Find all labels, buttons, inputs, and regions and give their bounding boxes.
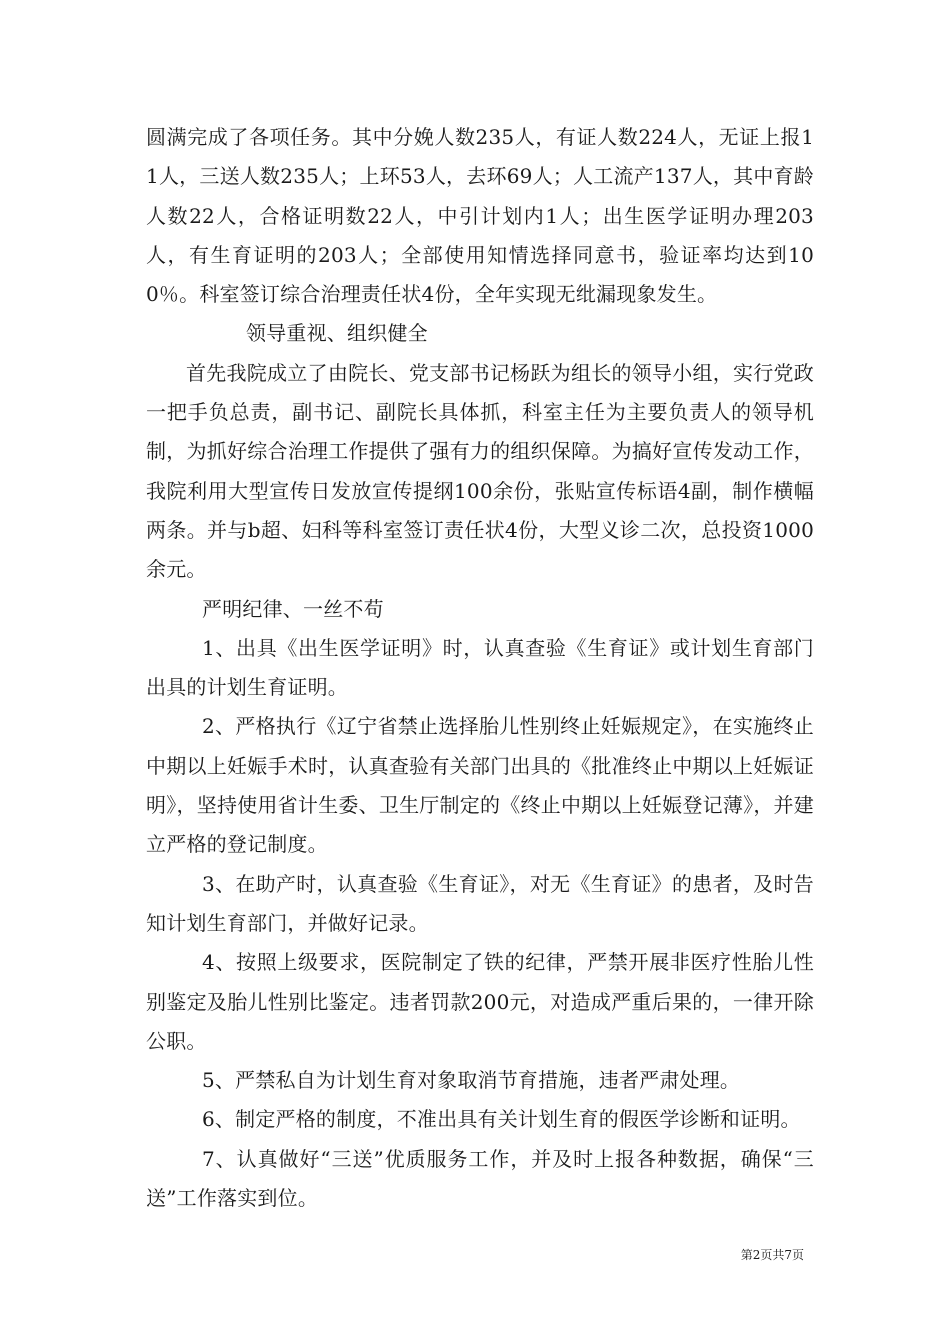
list-item-5: 5、严禁私自为计划生育对象取消节育措施，违者严肃处理。 <box>202 1068 741 1093</box>
page-number: 第2页共7页 <box>740 1248 804 1262</box>
list-item-6: 6、制定严格的制度，不准出具有关计划生育的假医学诊断和证明。 <box>202 1107 801 1132</box>
list-item-4: 4、按照上级要求，医院制定了铁的纪律，严禁开展非医疗性胎儿性别鉴定及胎儿性别比鉴定。违者罚款200元，对造成严重后果的，一律开除公职。 <box>146 950 814 1053</box>
paragraph-summary: 圆满完成了各项任务。其中分娩人数235人，有证人数224人，无证上报11人，三送人数235人；上环53人，去环69人；人工流产137人，其中育龄人数22人，合格证明数22人，中引计划内1人；出生医学证明办理203人，有生育证明的203人；全部使用知情选择同意书，验证率均达到100％。科室签订综合治理责任状4份，全年实现无纰漏现象发生。 <box>146 125 814 307</box>
list-item-7: 7、认真做好“三送”优质服务工作，并及时上报各种数据，确保“三送”工作落实到位。 <box>146 1146 814 1211</box>
list-item-3: 3、在助产时，认真查验《生育证》，对无《生育证》的患者，及时告知计划生育部门，并做好记录。 <box>146 871 814 935</box>
document-body <box>146 118 814 1218</box>
list-item-1: 1、出具《出生医学证明》时，认真查验《生育证》或计划生育部门出具的计划生育证明。 <box>146 635 814 700</box>
section-heading-leadership: 领导重视、组织健全 <box>246 321 428 346</box>
section-heading-discipline: 严明纪律、一丝不苟 <box>202 596 384 621</box>
list-item-2: 2、严格执行《辽宁省禁止选择胎儿性别终止妊娠规定》，在实施终止中期以上妊娠手术时，认真查验有关部门出具的《批准终止中期以上妊娠证明》，坚持使用省计生委、卫生厅制定的《终止中期以上妊娠登记薄》，并建立严格的登记制度。 <box>146 714 814 857</box>
paragraph-leadership: 首先我院成立了由院长、党支部书记杨跃为组长的领导小组，实行党政一把手负总责，副书记、副院长具体抓，科室主任为主要负责人的领导机制，为抓好综合治理工作提供了强有力的组织保障。为搞好宣传发动工作，我院利用大型宣传日发放宣传提纲100余份，张贴宣传标语4副，制作横幅两条。并与b超、妇科等科室签订责任状4份，大型义诊二次，总投资1000余元。 <box>146 360 814 582</box>
